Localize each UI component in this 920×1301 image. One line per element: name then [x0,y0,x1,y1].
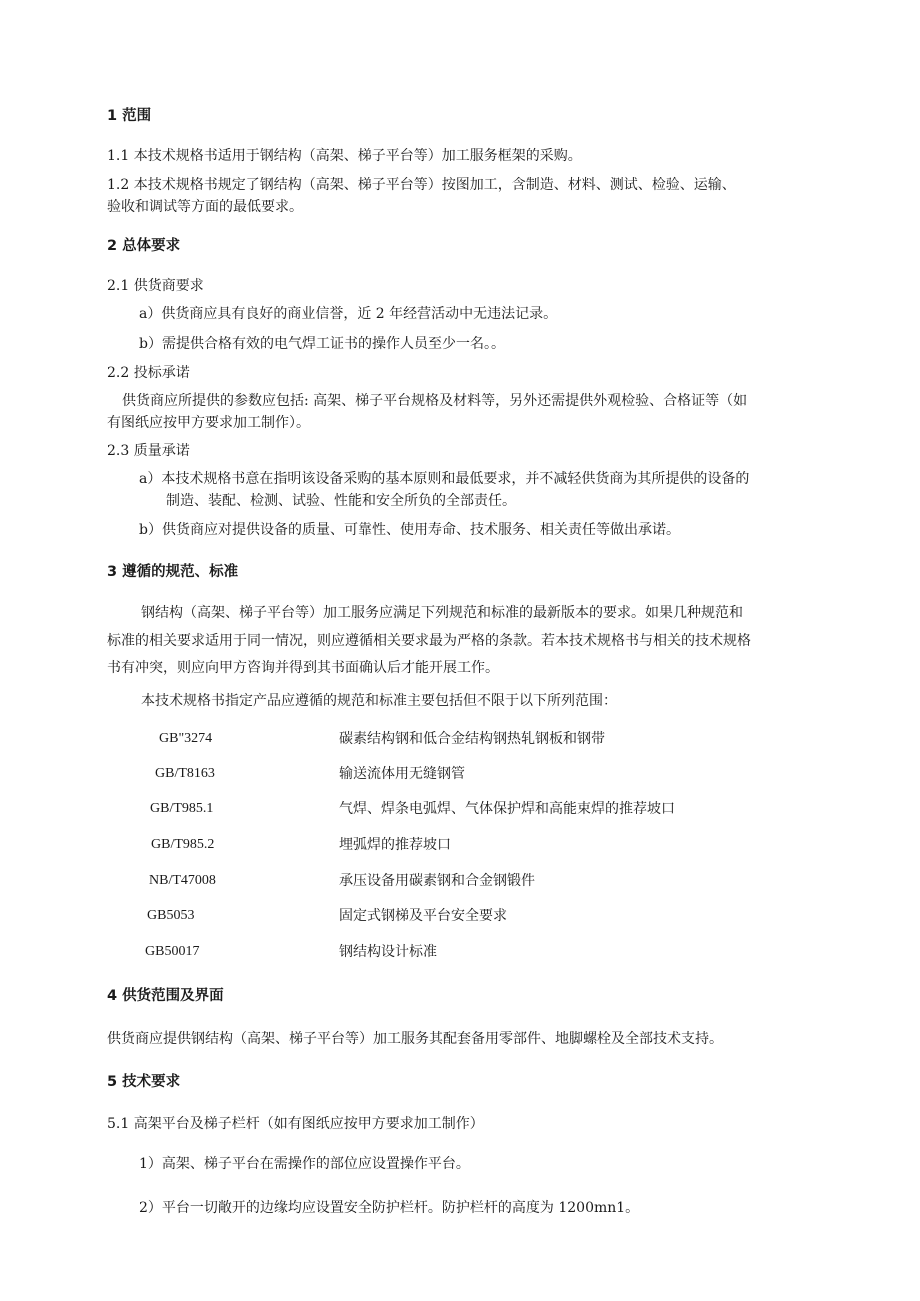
standard-title: 钢结构设计标准 [339,944,437,960]
subheading-platform-railing: 5.1 高架平台及梯子栏杆（如有图纸应按甲方要求加工制作） [107,1116,484,1132]
subheading-bid-commitment: 2.2 投标承诺 [107,365,190,381]
standard-title: 固定式钢梯及平台安全要求 [339,908,507,924]
clause-1-2-line2: 验收和调试等方面的最低要求。 [107,199,303,215]
standards-intro-line1: 钢结构（高架、梯子平台等）加工服务应满足下列规范和标准的最新版本的要求。如果几种规范和 [141,605,743,621]
standard-code: GB50017 [145,944,200,959]
standards-scope-note: 本技术规格书指定产品应遵循的规范和标准主要包括但不限于以下所列范围： [141,693,617,709]
clause-1-2-line1: 1.2 本技术规格书规定了钢结构（高架、梯子平台等）按图加工，含制造、材料、测试、检验、运输、 [107,177,736,193]
heading-supply-scope: 4 供货范围及界面 [107,988,224,1004]
item-2-3-a-line2: 制造、装配、检测、试验、性能和安全所负的全部责任。 [166,493,516,509]
clause-2-2-line2: 有图纸应按甲方要求加工制作）。 [107,415,310,431]
standard-code: GB/T985.2 [151,837,215,852]
standard-code: NB/T47008 [149,873,216,888]
heading-general-requirements: 2 总体要求 [107,238,181,254]
item-2-1-a: a）供货商应具有良好的商业信誉，近 2 年经营活动中无违法记录。 [139,306,558,322]
standard-code: GB5053 [147,908,195,923]
standard-title: 承压设备用碳素钢和合金钢锻件 [339,873,535,889]
standard-code: GB"3274 [159,731,213,746]
requirement-item-2: 2）平台一切敞开的边缘均应设置安全防护栏杆。防护栏杆的高度为 1200mn1。 [139,1200,640,1216]
standard-title: 碳素结构钢和低合金结构钢热轧钢板和钢带 [339,731,605,747]
subheading-supplier-requirements: 2.1 供货商要求 [107,278,204,294]
heading-standards: 3 遵循的规范、标准 [107,564,239,580]
clause-2-2-line1: 供货商应所提供的参数应包括: 高架、梯子平台规格及材料等，另外还需提供外观检验、合格证等（如 [122,393,748,409]
subheading-quality-commitment: 2.3 质量承诺 [107,443,190,459]
requirement-item-1: 1）高架、梯子平台在需操作的部位应设置操作平台。 [139,1156,470,1172]
standard-code: GB/T985.1 [150,801,214,816]
item-2-3-a-line1: a）本技术规格书意在指明该设备采购的基本原则和最低要求，并不减轻供货商为其所提供的设备的 [139,471,750,487]
item-2-3-b: b）供货商应对提供设备的质量、可靠性、使用寿命、技术服务、相关责任等做出承诺。 [139,522,680,538]
item-2-1-b: b）需提供合格有效的电气焊工证书的操作人员至少一名。。 [139,336,505,352]
standard-code: GB/T8163 [155,766,215,781]
standard-title: 输送流体用无缝钢管 [339,766,465,782]
standards-intro-line2: 标准的相关要求适用于同一情况，则应遵循相关要求最为严格的条款。若本技术规格书与相关的技术规格 [107,633,751,649]
heading-technical-requirements: 5 技术要求 [107,1074,181,1090]
clause-1-1: 1.1 本技术规格书适用于钢结构（高架、梯子平台等）加工服务框架的采购。 [107,148,582,164]
standards-intro-line3: 书有冲突，则应向甲方咨询并得到其书面确认后才能开展工作。 [107,660,499,676]
standard-title: 气焊、焊条电弧焊、气体保护焊和高能束焊的推荐坡口 [339,801,675,817]
heading-scope: 1 范围 [107,108,152,124]
supply-scope-text: 供货商应提供钢结构（高架、梯子平台等）加工服务其配套备用零部件、地脚螺栓及全部技术支持。 [107,1031,723,1047]
standard-title: 埋弧焊的推荐坡口 [339,837,451,853]
